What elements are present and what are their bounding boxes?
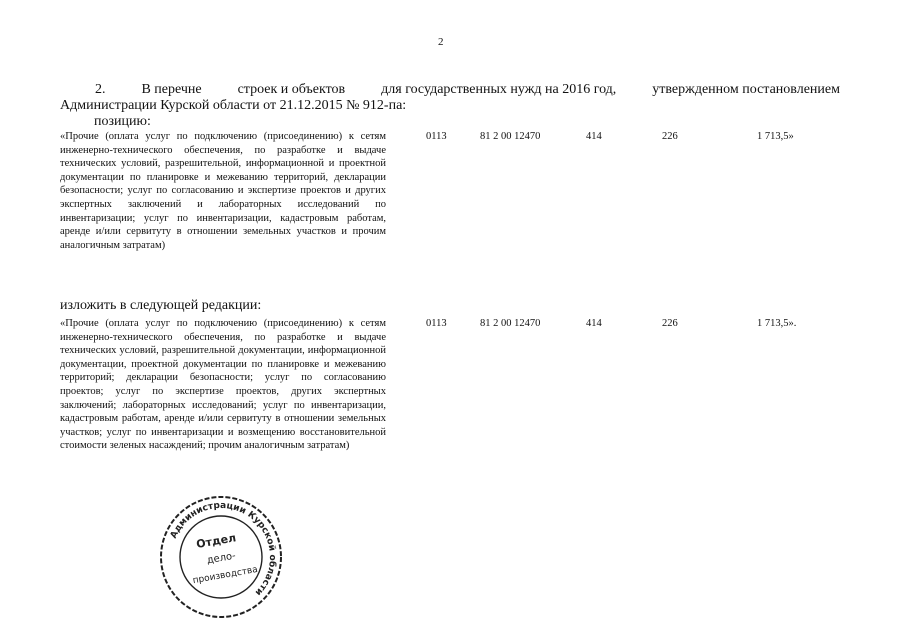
row-description: «Прочие (оплата услуг по подключению (присоединению) к сетям инженерно-технического обеспечения, по разработке и выдаче технических условий, разрешительной документации, информационной документации, проектной документации по планировке и межеванию территорий; декларации безопасности; услуг по согласованию проектов; услуг по экспертизе проектов, других экспертных заключений; лабораторных исследований; услуг по инвентаризации, кадастровым работам, аренде и/или сервитуту в отношении земельных участков; услуг по инвентаризации и возмещению восстановительной стоимости зеленых насаждений; прочим аналогичным затратам) (60, 318, 386, 452)
row-amount: 1 713,5» (757, 131, 794, 142)
row-section-code: 0113 (426, 131, 447, 142)
label-position: позицию: (94, 114, 151, 129)
row-kosgu: 226 (662, 131, 678, 142)
row-expense-type: 414 (586, 318, 602, 329)
row-section-code: 0113 (426, 318, 447, 329)
page-number: 2 (438, 36, 444, 48)
row-target-article: 81 2 00 12470 (480, 318, 541, 329)
paragraph-line-1 (60, 82, 840, 98)
stamp-center-line-1: Отдел (195, 531, 238, 551)
table-row-original (60, 130, 850, 251)
row-description: «Прочие (оплата услуг по подключению (присоединению) к сетям инженерно-технического обеспечения, по разработке и выдаче технических условий, разрешительной, информационной и проектной документации по планировке и межеванию территорий, декларации безопасности; услуг по согласованию и экспертизе проектов и других экспертных заключений и лабораторных исследований по инвентаризации; услуг по инвентаризации, кадастровым работам, аренде и/или сервитуту в отношении земельных участков и прочим аналогичным затратам) (60, 131, 386, 251)
paragraph-line1-part-2: строек и объектов (237, 82, 346, 97)
stamp-center-line-3: производства (192, 564, 259, 587)
table-row-new (60, 317, 850, 452)
paragraph-line1-part-1: В перечне (141, 82, 202, 97)
paragraph-number: 2. (95, 82, 106, 97)
stamp-ring-text: Администрации Курской области (168, 500, 278, 598)
paragraph-line1-part-4: утвержденном постановлением (652, 82, 840, 97)
paragraph-line-2: Администрации Курской области от 21.12.2015 № 912-па: (60, 98, 407, 113)
row-amount: 1 713,5». (757, 318, 797, 329)
paragraph-line1-part-3: для государственных нужд на 2016 год, (381, 82, 617, 97)
row-kosgu: 226 (662, 318, 678, 329)
paragraph-2 (60, 82, 840, 114)
official-stamp (158, 494, 284, 620)
row-target-article: 81 2 00 12470 (480, 131, 541, 142)
row-expense-type: 414 (586, 131, 602, 142)
label-replace: изложить в следующей редакции: (60, 298, 262, 313)
stamp-center-line-2: дело- (205, 550, 237, 567)
